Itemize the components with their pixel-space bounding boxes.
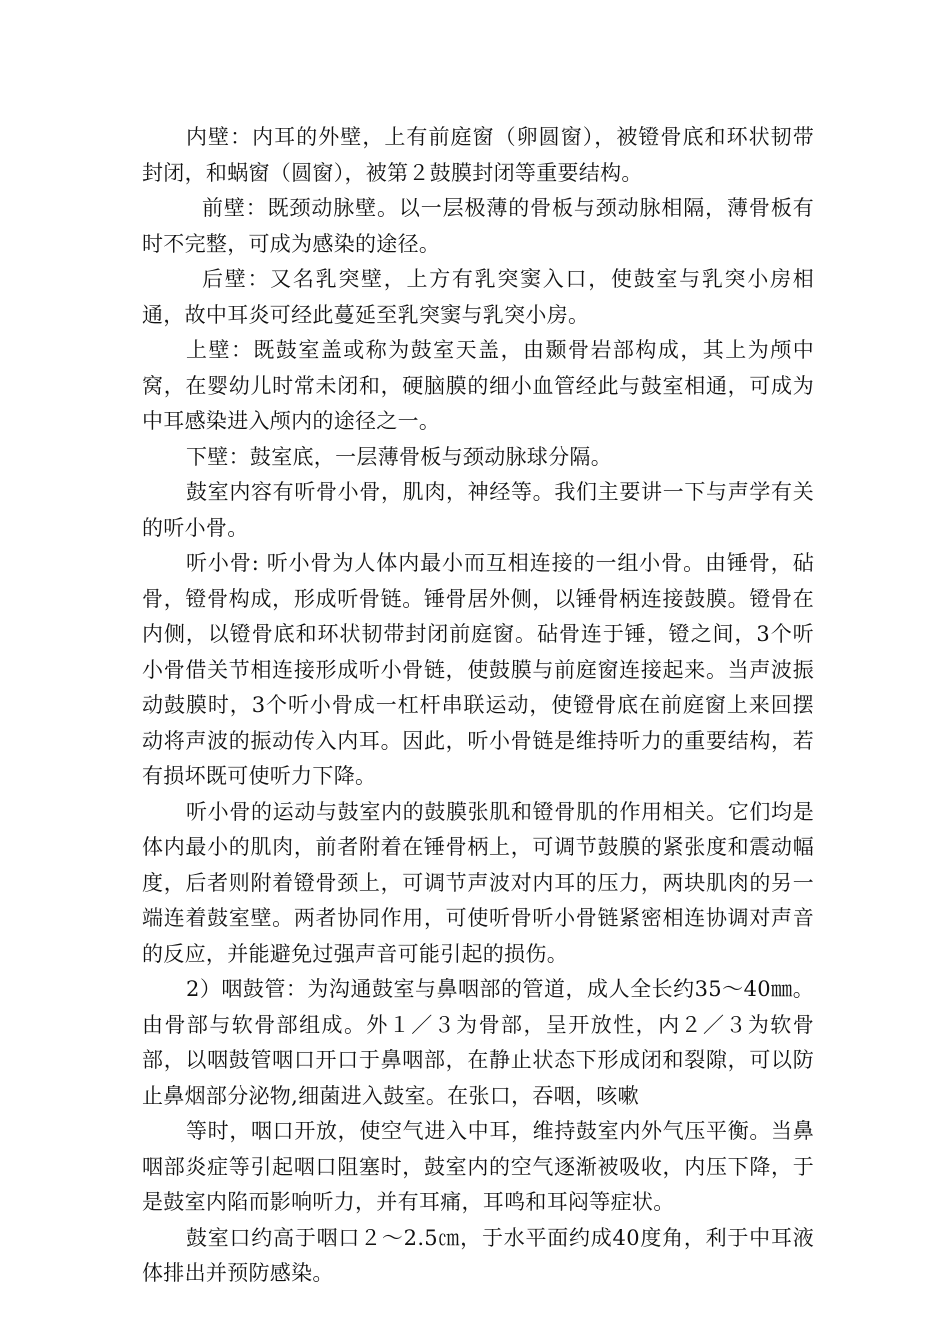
paragraph-anterior-wall: 前壁：既颈动脉壁。以一层极薄的骨板与颈动脉相隔，薄骨板有时不完整，可成为感染的途径。 [142, 196, 814, 256]
paragraph-eustachian-tube-cont: 等时，咽口开放，使空气进入中耳，维持鼓室内外气压平衡。当鼻咽部炎症等引起咽口阻塞时，鼓室内的空气逐渐被吸收，内压下降，于是鼓室内陷而影响听力，并有耳痛，耳鸣和耳闷等症状。 [142, 1119, 814, 1214]
paragraph-eustachian-tube: 2）咽鼓管：为沟通鼓室与鼻咽部的管道，成人全长约35～40㎜。由骨部与软骨部组成。外１／３为骨部，呈开放性，内２／３为软骨部，以咽鼓管咽口开口于鼻咽部，在静止状态下形成闭和裂隙，可以防止鼻烟部分泌物,细菌进入鼓室。在张口，吞咽，咳嗽 [142, 977, 814, 1108]
paragraph-inferior-wall: 下壁：鼓室底，一层薄骨板与颈动脉球分隔。 [186, 444, 612, 469]
paragraph-inner-wall: 内壁：内耳的外壁，上有前庭窗（卵圆窗），被镫骨底和环状韧带封闭，和蜗窗（圆窗），被第２鼓膜封闭等重要结构。 [142, 125, 814, 185]
paragraph-posterior-wall: 后壁：又名乳突壁，上方有乳突窦入口，使鼓室与乳突小房相通，故中耳炎可经此蔓延至乳突窦与乳突小房。 [142, 267, 814, 327]
paragraph-tympanic-orifice: 鼓室口约高于咽口２～2.5㎝，于水平面约成40度角，利于中耳液体排出并预防感染。 [142, 1225, 814, 1285]
paragraph-ossicle-muscles: 听小骨的运动与鼓室内的鼓膜张肌和镫骨肌的作用相关。它们均是体内最小的肌肉，前者附着在锤骨柄上，可调节鼓膜的紧张度和震动幅度，后者则附着镫骨颈上，可调节声波对内耳的压力，两块肌肉的另一端连着鼓室壁。两者协同作用，可使听骨听小骨链紧密相连协调对声音的反应，并能避免过强声音可能引起的损伤。 [142, 799, 814, 966]
body-text [142, 120, 814, 1292]
paragraph-tympanic-contents: 鼓室内容有听骨小骨，肌肉，神经等。我们主要讲一下与声学有关的听小骨。 [142, 480, 814, 540]
paragraph-ossicles: 听小骨: 听小骨为人体内最小而互相连接的一组小骨。由锤骨，砧骨，镫骨构成，形成听骨链。锤骨居外侧，以锤骨柄连接鼓膜。镫骨在内侧，以镫骨底和环状韧带封闭前庭窗。砧骨连于锤，镫之间，3个听小骨借关节相连接形成听小骨链，使鼓膜与前庭窗连接起来。当声波振动鼓膜时，3个听小骨成一杠杆串联运动，使镫骨底在前庭窗上来回摆动将声波的振动传入内耳。因此，听小骨链是维持听力的重要结构，若有损坏既可使听力下降。 [142, 551, 814, 788]
paragraph-superior-wall: 上壁：既鼓室盖或称为鼓室天盖，由颞骨岩部构成，其上为颅中窝，在婴幼儿时常未闭和，硬脑膜的细小血管经此与鼓室相通，可成为中耳感染进入颅内的途径之一。 [142, 338, 814, 433]
